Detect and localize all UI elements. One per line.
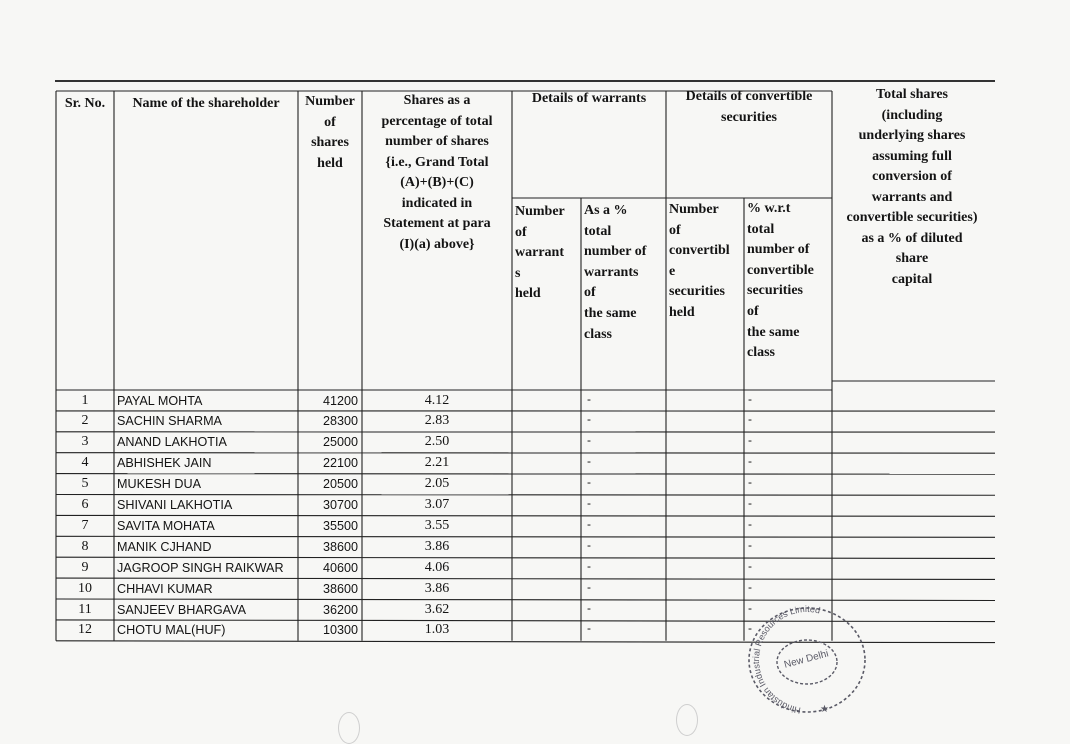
header-convertible-percent-line: securities: [747, 281, 832, 302]
row-sr-no: 3: [56, 432, 114, 452]
header-warrants-percent-line: warrants: [584, 263, 666, 284]
row-shares-held: 35500: [298, 516, 358, 536]
punch-hole-left: [338, 712, 360, 744]
header-convertible-percent-line: % w.r.t: [747, 199, 832, 220]
header-shares-held-line: held: [298, 154, 362, 175]
header-warrants-percent-line: class: [584, 325, 666, 346]
row-percentage: 2.83: [362, 411, 512, 431]
header-total-shares: [832, 85, 992, 290]
header-warrants-number-line: Number: [515, 202, 581, 223]
row-shareholder-name: PAYAL MOHTA: [117, 391, 301, 411]
header-percentage: [362, 91, 512, 255]
row-shareholder-name: MUKESH DUA: [117, 474, 301, 494]
header-warrants-percent-line: As a %: [584, 201, 666, 222]
row-warrants-percent: -: [587, 514, 607, 534]
row-shares-held: 41200: [298, 391, 358, 411]
row-convertible-percent: -: [748, 577, 768, 597]
row-warrants-percent: -: [587, 493, 607, 513]
header-total-shares-line: conversion of: [832, 167, 992, 188]
row-shareholder-name: SANJEEV BHARGAVA: [117, 600, 301, 620]
row-sr-no: 7: [56, 516, 114, 536]
header-convertible-percent-line: the same: [747, 323, 832, 344]
header-total-shares-line: underlying shares: [832, 126, 992, 147]
row-convertible-percent: -: [748, 598, 768, 618]
header-convertible-group: [666, 87, 832, 128]
row-warrants-percent: -: [587, 409, 607, 429]
row-shares-held: 36200: [298, 600, 358, 620]
header-percentage-line: Shares as a: [362, 91, 512, 112]
row-percentage: 4.06: [362, 558, 512, 578]
header-shares-held-line: of: [298, 113, 362, 134]
row-shares-held: 10300: [298, 620, 358, 640]
header-percentage-line: (A)+(B)+(C): [362, 173, 512, 194]
svg-text:New Delhi: New Delhi: [783, 648, 830, 670]
header-warrants-number: [515, 202, 581, 305]
header-convertible-percent-line: number of: [747, 240, 832, 261]
header-total-shares-line: (including: [832, 106, 992, 127]
row-shareholder-name: CHOTU MAL(HUF): [117, 620, 301, 640]
header-warrants-percent-line: the same: [584, 304, 666, 325]
row-convertible-percent: -: [748, 618, 768, 638]
punch-hole-right: [676, 704, 698, 736]
row-convertible-percent: -: [748, 535, 768, 555]
row-percentage: 3.86: [362, 537, 512, 557]
row-convertible-percent: -: [748, 472, 768, 492]
row-sr-no: 2: [56, 411, 114, 431]
row-shareholder-name: CHHAVI KUMAR: [117, 579, 301, 599]
company-seal-stamp: [740, 600, 874, 720]
header-warrants-percent-line: total: [584, 222, 666, 243]
row-warrants-percent: -: [587, 556, 607, 576]
row-convertible-percent: -: [748, 556, 768, 576]
row-shareholder-name: SACHIN SHARMA: [117, 411, 301, 431]
row-shareholder-name: ABHISHEK JAIN: [117, 453, 301, 473]
header-warrants-percent-line: of: [584, 283, 666, 304]
row-convertible-percent: -: [748, 514, 768, 534]
row-sr-no: 12: [56, 620, 114, 640]
row-sr-no: 10: [56, 579, 114, 599]
row-warrants-percent: -: [587, 535, 607, 555]
header-convertible-percent-line: total: [747, 220, 832, 241]
header-percentage-line: Statement at para: [362, 214, 512, 235]
row-shareholder-name: SHIVANI LAKHOTIA: [117, 495, 301, 515]
row-shareholder-name: SAVITA MOHATA: [117, 516, 301, 536]
header-warrants-percent: [584, 201, 666, 345]
header-warrants-percent-line: number of: [584, 242, 666, 263]
row-warrants-percent: -: [587, 430, 607, 450]
header-total-shares-line: capital: [832, 270, 992, 291]
row-warrants-percent: -: [587, 389, 607, 409]
header-convertible-percent-line: of: [747, 302, 832, 323]
row-shares-held: 38600: [298, 537, 358, 557]
header-percentage-line: (I)(a) above}: [362, 235, 512, 256]
row-warrants-percent: -: [587, 451, 607, 471]
row-percentage: 3.62: [362, 600, 512, 620]
row-warrants-percent: -: [587, 598, 607, 618]
header-warrants-group-line: Details of warrants: [512, 89, 666, 110]
header-convertible-percent-line: class: [747, 343, 832, 364]
header-convertible-number-line: held: [669, 303, 744, 324]
header-warrants-number-line: of: [515, 223, 581, 244]
row-sr-no: 4: [56, 453, 114, 473]
svg-text:Hindustan Industrial Resources: Hindustan Industrial Resources Limited: [751, 604, 821, 716]
row-warrants-percent: -: [587, 577, 607, 597]
row-warrants-percent: -: [587, 618, 607, 638]
header-total-shares-line: Total shares: [832, 85, 992, 106]
header-shares-held-line: Number: [298, 92, 362, 113]
row-percentage: 2.05: [362, 474, 512, 494]
header-total-shares-line: warrants and: [832, 188, 992, 209]
row-convertible-percent: -: [748, 493, 768, 513]
row-sr-no: 6: [56, 495, 114, 515]
header-warrants-number-line: held: [515, 284, 581, 305]
row-percentage: 1.03: [362, 620, 512, 640]
header-convertible-group-line: securities: [666, 108, 832, 129]
header-convertible-number: [669, 200, 744, 324]
row-shares-held: 25000: [298, 432, 358, 452]
row-percentage: 4.12: [362, 391, 512, 411]
header-percentage-line: number of shares: [362, 132, 512, 153]
header-shares-held-line: shares: [298, 133, 362, 154]
header-sr-no: [56, 94, 114, 115]
header-total-shares-line: as a % of diluted: [832, 229, 992, 250]
row-shares-held: 22100: [298, 453, 358, 473]
header-percentage-line: percentage of total: [362, 112, 512, 133]
row-sr-no: 11: [56, 600, 114, 620]
row-shareholder-name: JAGROOP SINGH RAIKWAR: [117, 558, 301, 578]
row-percentage: 3.07: [362, 495, 512, 515]
header-total-shares-line: convertible securities): [832, 208, 992, 229]
header-shareholder-name: [114, 94, 298, 115]
row-convertible-percent: -: [748, 430, 768, 450]
row-shares-held: 38600: [298, 579, 358, 599]
row-shares-held: 30700: [298, 495, 358, 515]
row-percentage: 2.21: [362, 453, 512, 473]
header-shareholder-name-line: Name of the shareholder: [114, 94, 298, 115]
row-shares-held: 20500: [298, 474, 358, 494]
row-convertible-percent: -: [748, 451, 768, 471]
header-convertible-group-line: Details of convertible: [666, 87, 832, 108]
row-shareholder-name: MANIK CJHAND: [117, 537, 301, 557]
row-shares-held: 40600: [298, 558, 358, 578]
header-convertible-percent: [747, 199, 832, 364]
header-total-shares-line: assuming full: [832, 147, 992, 168]
header-warrants-group: [512, 89, 666, 110]
row-warrants-percent: -: [587, 472, 607, 492]
row-convertible-percent: -: [748, 409, 768, 429]
row-percentage: 3.55: [362, 516, 512, 536]
svg-text:★: ★: [820, 704, 829, 715]
header-warrants-number-line: s: [515, 264, 581, 285]
row-percentage: 3.86: [362, 579, 512, 599]
header-percentage-line: indicated in: [362, 194, 512, 215]
row-convertible-percent: -: [748, 389, 768, 409]
row-sr-no: 1: [56, 391, 114, 411]
row-shares-held: 28300: [298, 411, 358, 431]
row-sr-no: 5: [56, 474, 114, 494]
row-sr-no: 9: [56, 558, 114, 578]
header-convertible-number-line: convertibl: [669, 241, 744, 262]
header-sr-no-line: Sr. No.: [56, 94, 114, 115]
header-convertible-number-line: of: [669, 221, 744, 242]
header-convertible-number-line: Number: [669, 200, 744, 221]
row-percentage: 2.50: [362, 432, 512, 452]
header-convertible-number-line: securities: [669, 282, 744, 303]
header-shares-held: [298, 92, 362, 174]
header-percentage-line: {i.e., Grand Total: [362, 153, 512, 174]
header-warrants-number-line: warrant: [515, 243, 581, 264]
row-shareholder-name: ANAND LAKHOTIA: [117, 432, 301, 452]
header-total-shares-line: share: [832, 249, 992, 270]
row-sr-no: 8: [56, 537, 114, 557]
header-convertible-number-line: e: [669, 262, 744, 283]
header-convertible-percent-line: convertible: [747, 261, 832, 282]
